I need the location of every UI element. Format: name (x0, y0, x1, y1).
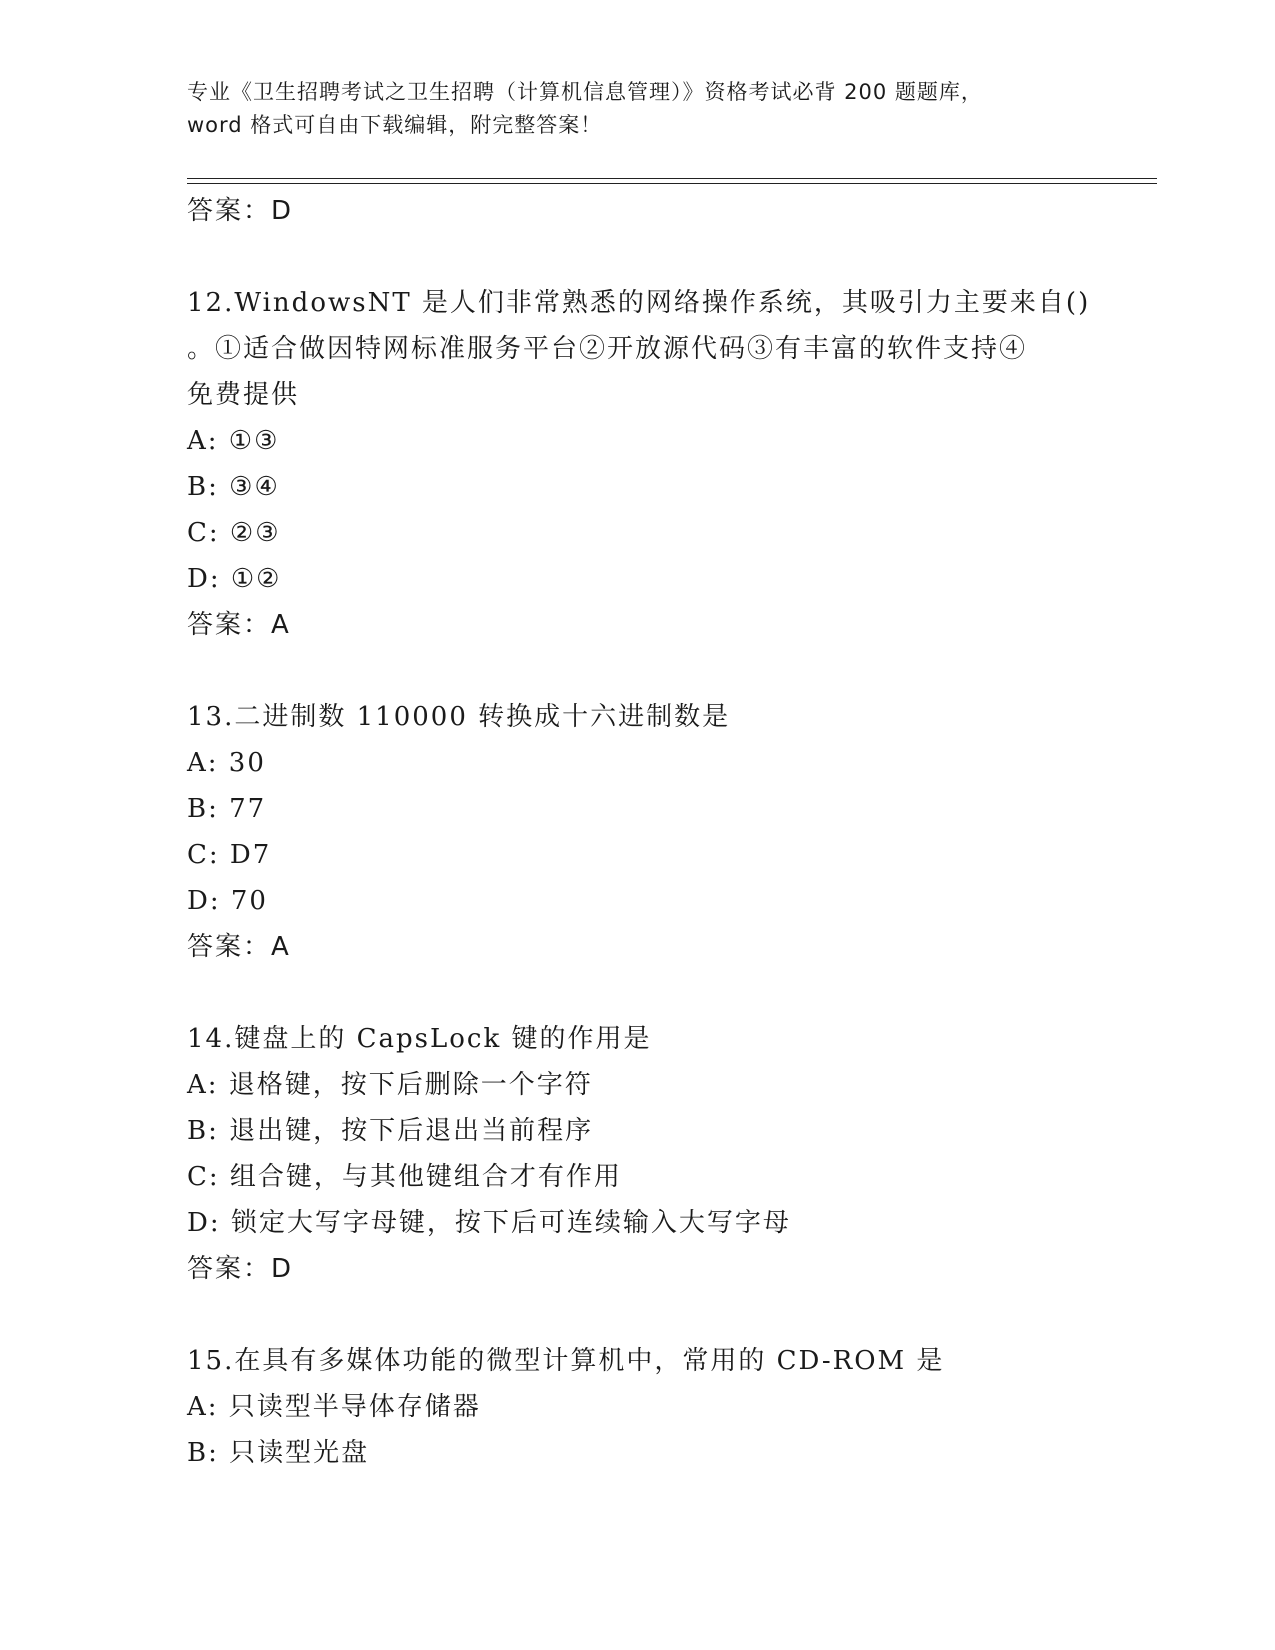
option-c: C: 组合键，与其他键组合才有作用 (187, 1162, 622, 1192)
option-d: D: 70 (187, 886, 268, 916)
header-divider-bottom (187, 183, 1157, 184)
header-line-1: 专业《卫生招聘考试之卫生招聘（计算机信息管理）》资格考试必背 200 题题库， (187, 80, 983, 104)
option-d: D: 锁定大写字母键，按下后可连续输入大写字母 (187, 1208, 791, 1238)
question-15 (187, 1338, 1087, 1476)
header-line-2: word 格式可自由下载编辑，附完整答案！ (187, 113, 603, 137)
question-14 (187, 1016, 1087, 1292)
question-stem: 13.二进制数 110000 转换成十六进制数是 (187, 702, 731, 732)
question-stem: 12.WindowsNT 是人们非常熟悉的网络操作系统，其吸引力主要来自() (187, 288, 1091, 318)
answer-line: 答案：A (187, 610, 291, 640)
answer-line: 答案：A (187, 932, 291, 962)
question-stem: 15.在具有多媒体功能的微型计算机中，常用的 CD-ROM 是 (187, 1346, 945, 1376)
question-stem: 14.键盘上的 CapsLock 键的作用是 (187, 1024, 652, 1054)
option-b: B: ③④ (187, 472, 280, 502)
option-a: A: 30 (187, 748, 266, 778)
question-13 (187, 694, 1087, 970)
header-divider-top (187, 178, 1157, 179)
option-b: B: 77 (187, 794, 267, 824)
option-b: B: 退出键，按下后退出当前程序 (187, 1116, 594, 1146)
question-stem: 。①适合做因特网标准服务平台②开放源代码③有丰富的软件支持④ (187, 334, 1028, 364)
option-a: A: ①③ (187, 426, 280, 456)
question-12 (187, 280, 1091, 648)
question-content (187, 188, 1091, 1476)
option-c: C: D7 (187, 840, 272, 870)
answer-line: 答案：D (187, 196, 294, 226)
option-a: A: 只读型半导体存储器 (187, 1392, 481, 1422)
answer-line: 答案：D (187, 1254, 294, 1284)
document-header (187, 76, 1087, 142)
question-stem: 免费提供 (187, 380, 300, 410)
option-a: A: 退格键，按下后删除一个字符 (187, 1070, 593, 1100)
option-c: C: ②③ (187, 518, 281, 548)
option-b: B: 只读型光盘 (187, 1438, 370, 1468)
option-d: D: ①② (187, 564, 282, 594)
